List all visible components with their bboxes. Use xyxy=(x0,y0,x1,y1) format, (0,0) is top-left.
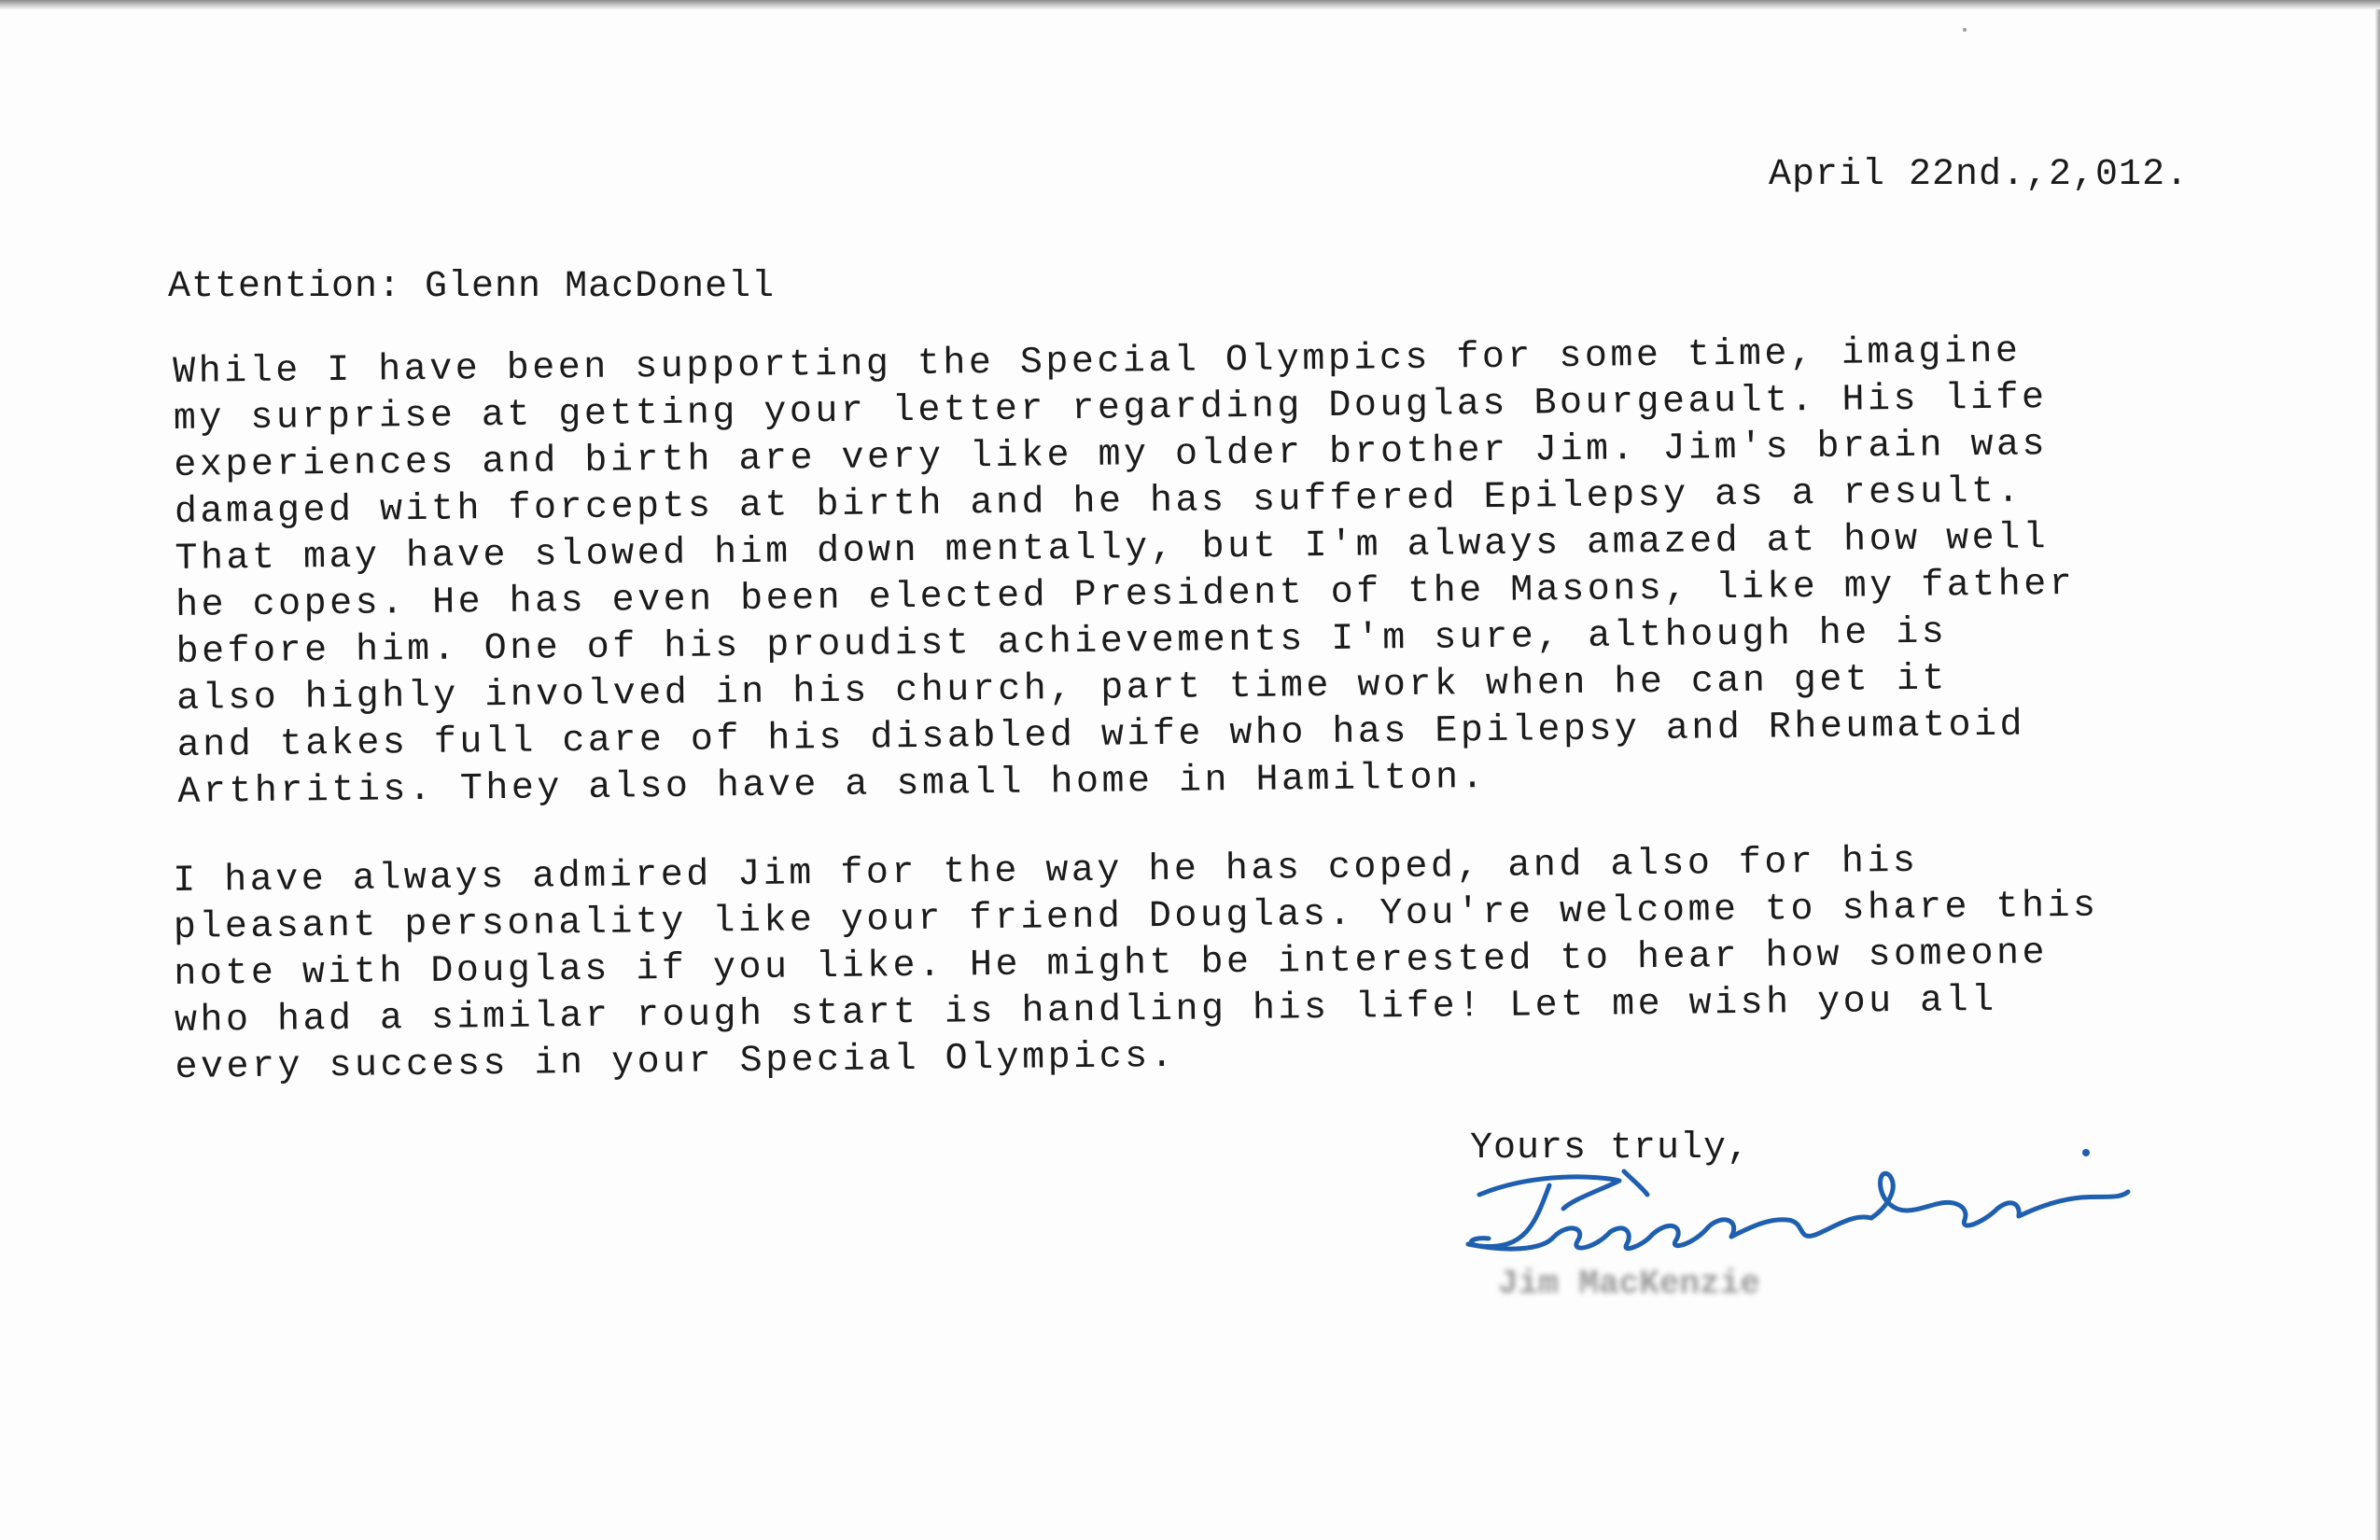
paragraph-line: experiences and birth are very like my older brother Jim. Jim's brain was xyxy=(174,424,2049,487)
paragraph-line: Arthritis. They also have a small home in Hamilton. xyxy=(177,757,1488,814)
paragraph-line: and takes full care of his disabled wife who has Epilepsy and Rheumatoid xyxy=(176,704,2026,767)
scan-right-edge xyxy=(2375,9,2380,1540)
attention-line: Attention: Glenn MacDonell xyxy=(168,266,776,308)
closing-line: Yours truly, xyxy=(1470,1127,1751,1169)
letter-date: April 22nd.,2,012. xyxy=(1769,154,2190,196)
paragraph-line: before him. One of his proudist achievements I'm sure, although he is xyxy=(175,611,1948,674)
paragraph-line: damaged with forcepts at birth and he has suffered Epilepsy as a result. xyxy=(174,470,2023,534)
scan-top-edge xyxy=(0,0,2380,9)
paragraph-line: also highly involved in his church, part time work when he can get it xyxy=(175,658,1949,721)
body-paragraph-2 xyxy=(173,835,2266,1092)
paragraph-line: who had a similar rough start is handling his life! Let me wish you all xyxy=(174,979,1997,1043)
signatory-name: Jim MacKenzie xyxy=(1498,1265,1760,1303)
body-paragraph-1 xyxy=(173,327,2269,817)
scan-speck xyxy=(1963,28,1967,32)
paragraph-line: note with Douglas if you like. He might be interested to hear how someone xyxy=(174,932,2049,996)
paragraph-line: my surprise at getting your letter regarding Douglas Bourgeault. His life xyxy=(173,377,2048,441)
paragraph-line: That may have slowed him down mentally, but I'm always amazed at how well xyxy=(175,517,2050,581)
paragraph-line: pleasant personality like your friend Douglas. You're welcome to share this xyxy=(173,885,2099,949)
paragraph-line: every success in your Special Olympics. xyxy=(175,1035,1177,1089)
paragraph-line: I have always admired Jim for the way he has coped, and also for his xyxy=(173,840,1919,903)
paragraph-line: While I have been supporting the Special Olympics for some time, imagine xyxy=(173,330,2022,394)
paragraph-line: he copes. He has even been elected President of the Masons, like my father xyxy=(175,563,2076,627)
